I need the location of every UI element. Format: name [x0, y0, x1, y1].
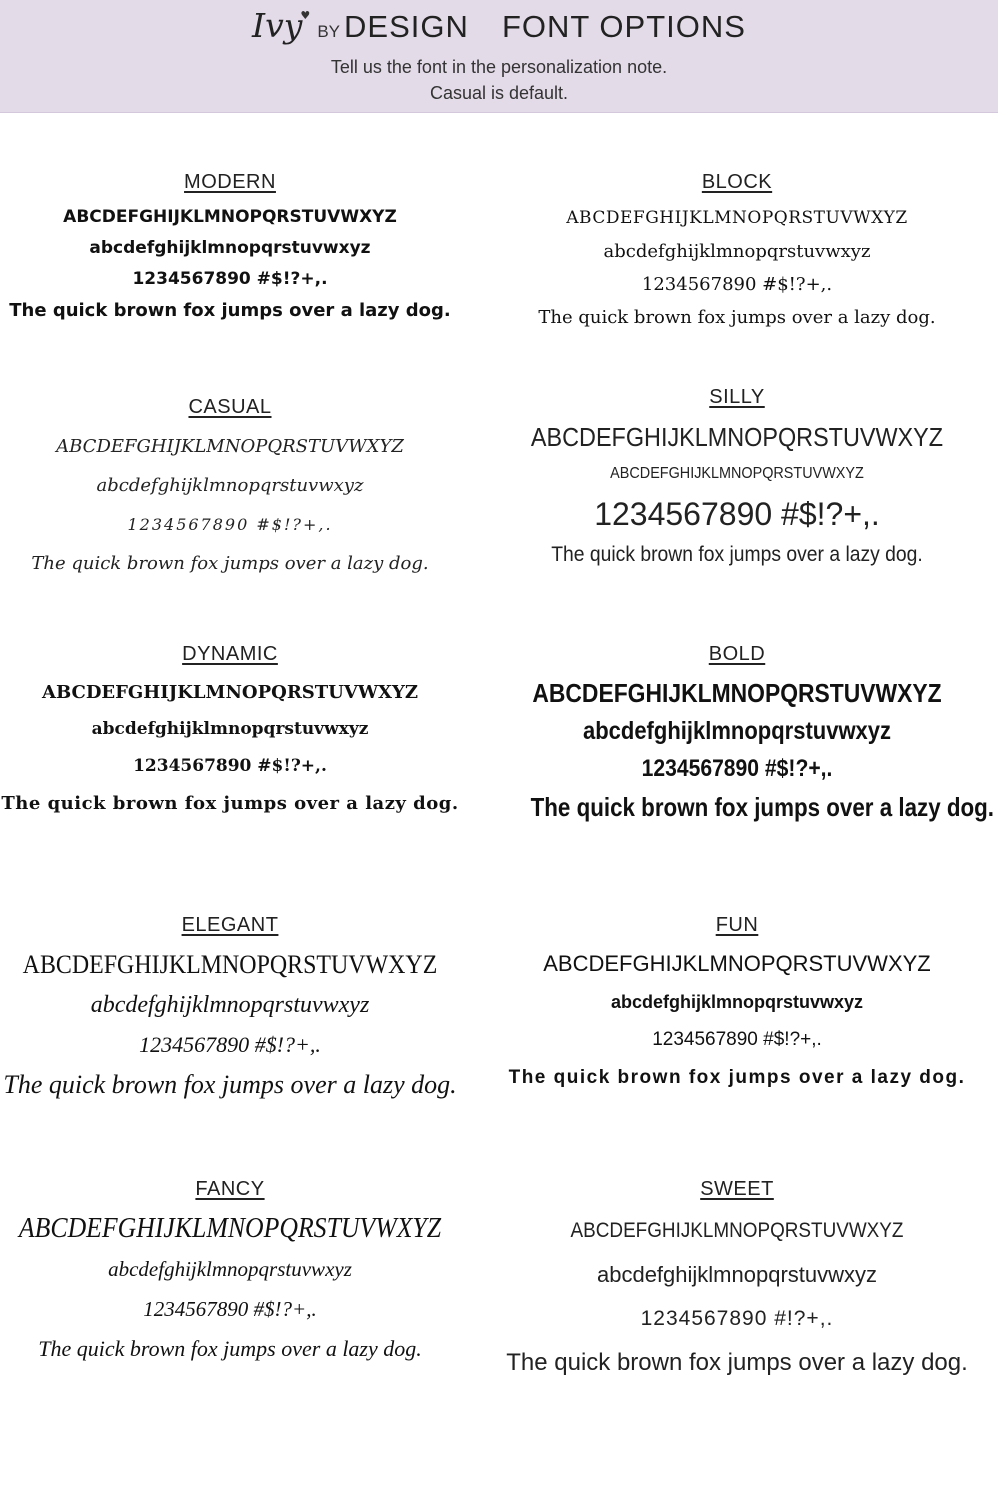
lowercase-sample: abcdefghijklmnopqrstuvwxyz: [96, 475, 364, 496]
sentence-sample: The quick brown fox jumps over a lazy dog.: [551, 543, 923, 566]
uppercase-sample: ABCDEFGHIJKLMNOPQRSTUVWXYZ: [570, 1219, 904, 1242]
font-sample-dynamic: [0, 643, 470, 822]
header-banner: [0, 0, 998, 113]
lowercase-sample: abcdefghijklmnopqrstuvwxyz: [610, 992, 864, 1012]
sentence-sample: The quick brown fox jumps over a lazy dog.: [31, 553, 429, 574]
brand-by: BY: [317, 22, 341, 41]
sentence-sample: The quick brown fox jumps over a lazy dog.: [9, 300, 451, 321]
numbers-sample: 1234567890 #!?+,.: [640, 1307, 834, 1330]
font-sample-bold: [497, 643, 995, 826]
uppercase-sample: ABCDEFGHIJKLMNOPQRSTUVWXYZ: [22, 950, 438, 979]
font-sample-block: [497, 171, 977, 334]
uppercase-sample: ABCDEFGHIJKLMNOPQRSTUVWXYZ: [566, 208, 908, 228]
numbers-sample: 1234567890 #$!?+,.: [139, 1032, 321, 1057]
default-note: Casual is default.: [429, 83, 569, 103]
font-name: MODERN: [184, 171, 276, 193]
font-sample-casual: [0, 396, 470, 583]
font-name: DYNAMIC: [182, 643, 278, 665]
font-name: BLOCK: [701, 171, 773, 193]
numbers-sample: 1234567890 #$!?+,.: [594, 496, 880, 532]
font-name: BOLD: [708, 643, 766, 665]
sentence-sample: The quick brown fox jumps over a lazy dog.: [538, 307, 936, 328]
font-name: CASUAL: [188, 396, 272, 418]
lowercase-sample: abcdefghijklmnopqrstuvwxyz: [89, 238, 371, 258]
uppercase-sample: ABCDEFGHIJKLMNOPQRSTUVWXYZ: [530, 422, 944, 452]
uppercase-sample: ABCDEFGHIJKLMNOPQRSTUVWXYZ: [543, 951, 931, 976]
uppercase-sample: ABCDEFGHIJKLMNOPQRSTUVWXYZ: [56, 436, 404, 457]
lowercase-sample: abcdefghijklmnopqrstuvwxyz: [603, 241, 871, 262]
numbers-sample: 1234567890 #$!?+,.: [143, 1297, 317, 1321]
font-name: ELEGANT: [181, 914, 279, 936]
uppercase-sample: ABCDEFGHIJKLMNOPQRSTUVWXYZ: [532, 678, 942, 708]
instruction-line: Tell us the font in the personalization note.: [330, 57, 668, 77]
numbers-sample: 1234567890 #$!?+,.: [127, 515, 333, 534]
lowercase-sample: abcdefghijklmnopqrstuvwxyz: [596, 1262, 878, 1287]
numbers-sample: 1234567890 #$!?+,.: [641, 274, 833, 295]
lowercase-sample: abcdefghijklmnopqrstuvwxyz: [91, 719, 369, 739]
sentence-sample: The quick brown fox jumps over a lazy dog.: [1, 793, 459, 814]
font-name: FANCY: [195, 1178, 265, 1200]
font-sample-elegant: [0, 914, 470, 1105]
font-sample-fun: [497, 914, 977, 1097]
sentence-sample: The quick brown fox jumps over a lazy dog.: [3, 1070, 457, 1099]
numbers-sample: 1234567890 #$!?+,.: [641, 755, 833, 782]
uppercase-sample: ABCDEFGHIJKLMNOPQRSTUVWXYZ: [41, 682, 419, 703]
sentence-sample: The quick brown fox jumps over a lazy dog.: [38, 1336, 422, 1361]
font-sample-fancy: [0, 1178, 470, 1369]
font-name: SWEET: [700, 1178, 774, 1200]
page-title: FONT OPTIONS: [501, 9, 746, 44]
sentence-sample: The quick brown fox jumps over a lazy dog.: [506, 1349, 968, 1376]
brand-design: DESIGN: [344, 9, 469, 44]
sentence-sample: The quick brown fox jumps over a lazy dog.: [530, 792, 995, 822]
uppercase-sample: ABCDEFGHIJKLMNOPQRSTUVWXYZ: [63, 207, 397, 227]
font-sample-modern: [0, 171, 470, 326]
lowercase-sample: abcdefghijklmnopqrstuvwxyz: [108, 1257, 352, 1281]
numbers-sample: 1234567890 #$!?+,.: [133, 756, 327, 776]
font-name: SILLY: [709, 386, 765, 408]
lowercase-sample: abcdefghijklmnopqrstuvwxyz: [582, 717, 892, 745]
sentence-sample: The quick brown fox jumps over a lazy dog.: [508, 1067, 966, 1088]
brand-ivy-script: Ivy: [252, 6, 303, 45]
numbers-sample: 1234567890 #$!?+,.: [652, 1029, 822, 1050]
heart-icon: ♥: [300, 9, 311, 22]
lowercase-sample: abcdefghijklmnopqrstuvwxyz: [90, 992, 370, 1018]
font-name: FUN: [715, 914, 759, 936]
uppercase-sample: ABCDEFGHIJKLMNOPQRSTUVWXYZ: [18, 1213, 442, 1244]
font-sample-silly: [497, 386, 977, 573]
numbers-sample: 1234567890 #$!?+,.: [132, 269, 328, 289]
brand-logo: [0, 6, 998, 45]
lowercase-sample: ABCDEFGHIJKLMNOPQRSTUVWXYZ: [610, 465, 864, 482]
font-sample-sweet: [497, 1178, 977, 1385]
